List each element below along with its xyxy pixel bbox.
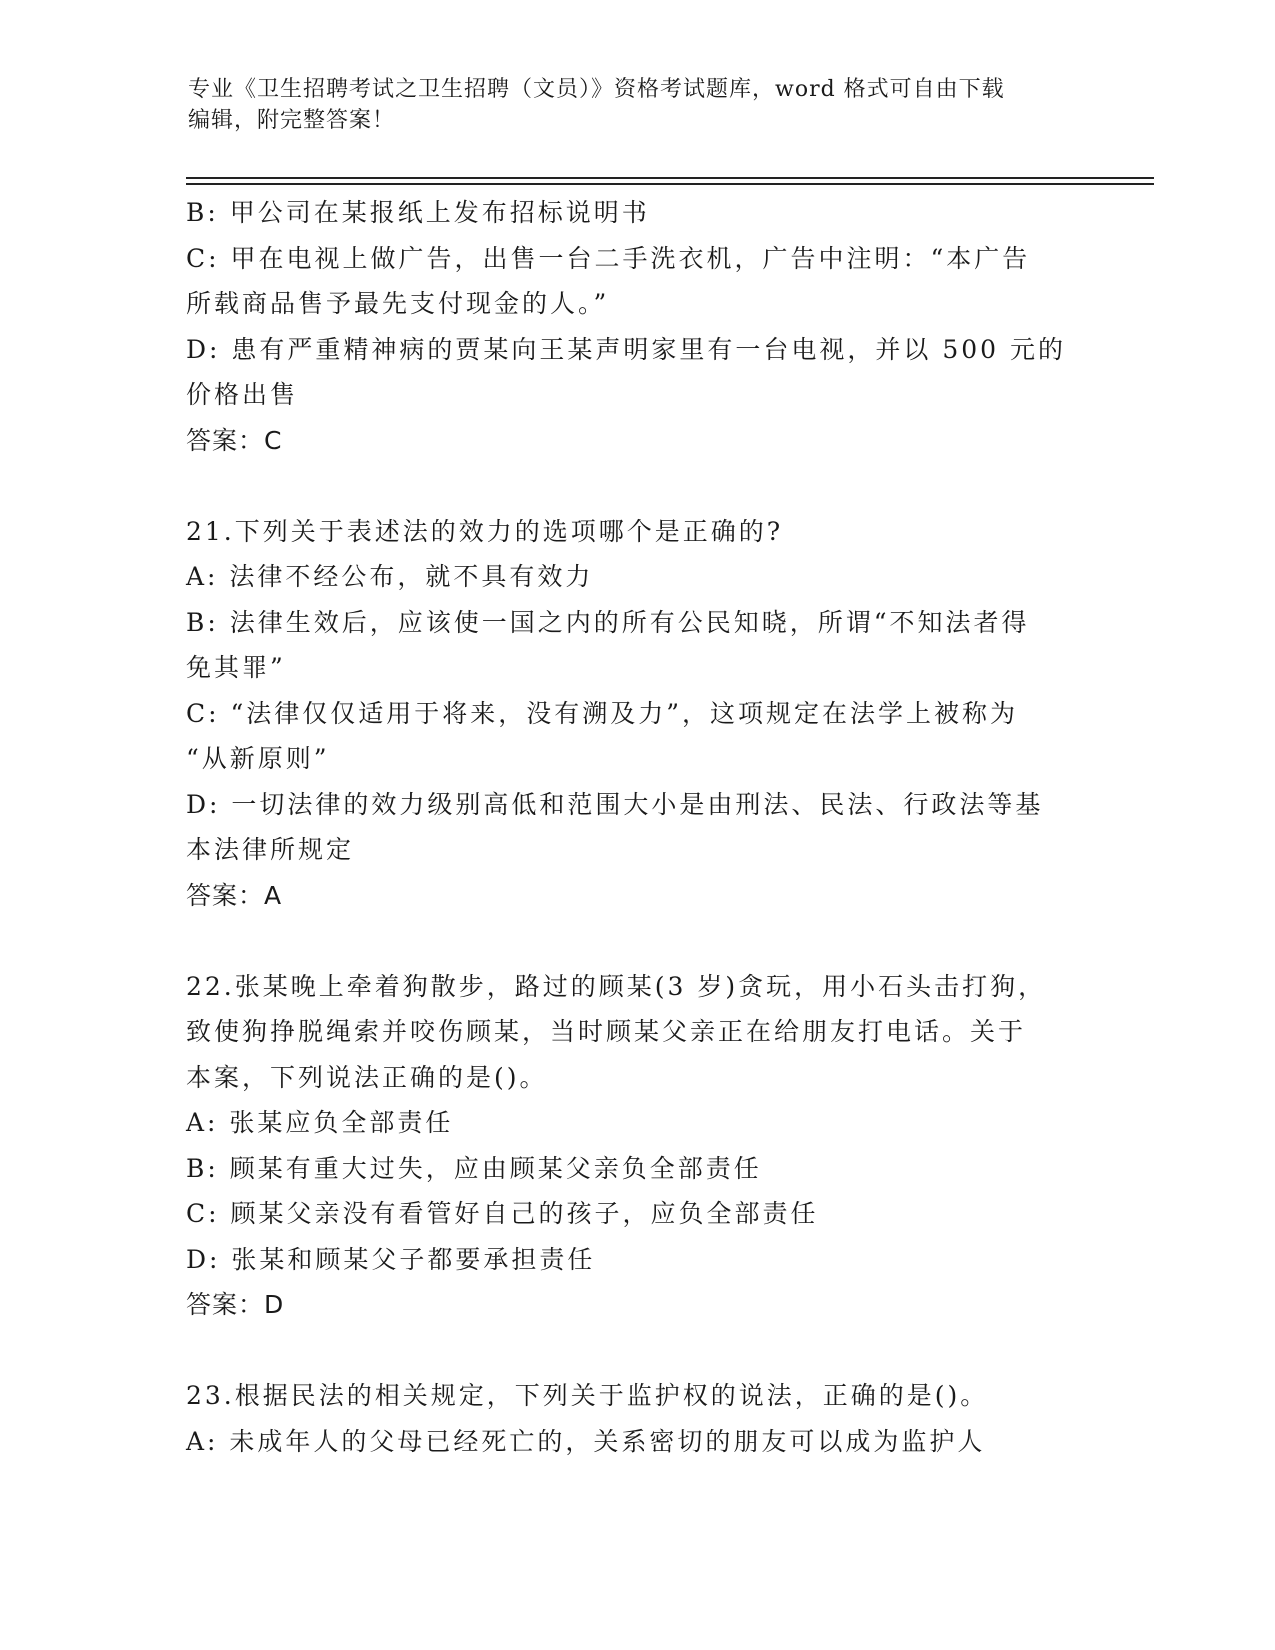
answer-label: 答案：C	[186, 425, 283, 455]
question-22	[186, 964, 1086, 1328]
option-d: D: 一切法律的效力级别高低和范围大小是由刑法、民法、行政法等基	[186, 789, 1044, 819]
option-b-continued: 免其罪”	[186, 653, 286, 682]
option-b: B: 甲公司在某报纸上发布招标说明书	[186, 198, 650, 227]
question-23	[186, 1373, 1086, 1464]
option-d: D: 张某和顾某父子都要承担责任	[186, 1244, 596, 1274]
question-stem-continued: 本案，下列说法正确的是()。	[186, 1062, 548, 1092]
question-21	[186, 509, 1086, 919]
option-b: B: 顾某有重大过失，应由顾某父亲负全部责任	[186, 1153, 762, 1183]
spacer	[186, 1328, 1086, 1374]
option-d-continued: 本法律所规定	[186, 835, 355, 864]
header-rule-bottom	[186, 183, 1154, 185]
header-line-2: 编辑，附完整答案！	[188, 108, 396, 133]
option-a: A: 未成年人的父母已经死亡的，关系密切的朋友可以成为监护人	[186, 1426, 986, 1456]
previous-question	[186, 190, 1086, 463]
option-d: D: 患有严重精神病的贾某向王某声明家里有一台电视，并以 500 元的	[186, 334, 1067, 364]
option-b: B: 法律生效后，应该使一国之内的所有公民知晓，所谓“不知法者得	[186, 607, 1030, 637]
option-d-continued: 价格出售	[186, 380, 299, 409]
question-stem-continued: 致使狗挣脱绳索并咬伤顾某，当时顾某父亲正在给朋友打电话。关于	[186, 1017, 1027, 1046]
header-rule-top	[186, 177, 1154, 179]
question-stem: 23.根据民法的相关规定，下列关于监护权的说法，正确的是()。	[186, 1381, 989, 1410]
question-stem: 21.下列关于表述法的效力的选项哪个是正确的?	[186, 516, 784, 546]
header-line-1: 专业《卫生招聘考试之卫生招聘（文员）》资格考试题库，word 格式可自由下载	[188, 77, 1005, 102]
option-a: A: 张某应负全部责任	[186, 1108, 454, 1137]
spacer	[186, 918, 1086, 964]
option-c: C: “法律仅仅适用于将来，没有溯及力”，这项规定在法学上被称为	[186, 698, 1019, 728]
option-c-continued: “从新原则”	[186, 744, 330, 773]
answer-label: 答案：D	[186, 1290, 285, 1319]
spacer	[186, 463, 1086, 509]
option-c: C: 顾某父亲没有看管好自己的孩子，应负全部责任	[186, 1199, 819, 1228]
option-c-continued: 所载商品售予最先支付现金的人。”	[186, 289, 610, 318]
question-content	[186, 190, 1086, 1464]
option-c: C: 甲在电视上做广告，出售一台二手洗衣机，广告中注明：“本广告	[186, 243, 1031, 273]
question-stem: 22.张某晚上牵着狗散步，路过的顾某(3 岁)贪玩，用小石头击打狗，	[186, 971, 1047, 1001]
document-header	[188, 74, 1068, 136]
answer-label: 答案：A	[186, 880, 283, 910]
option-a: A: 法律不经公布，就不具有效力	[186, 562, 594, 591]
